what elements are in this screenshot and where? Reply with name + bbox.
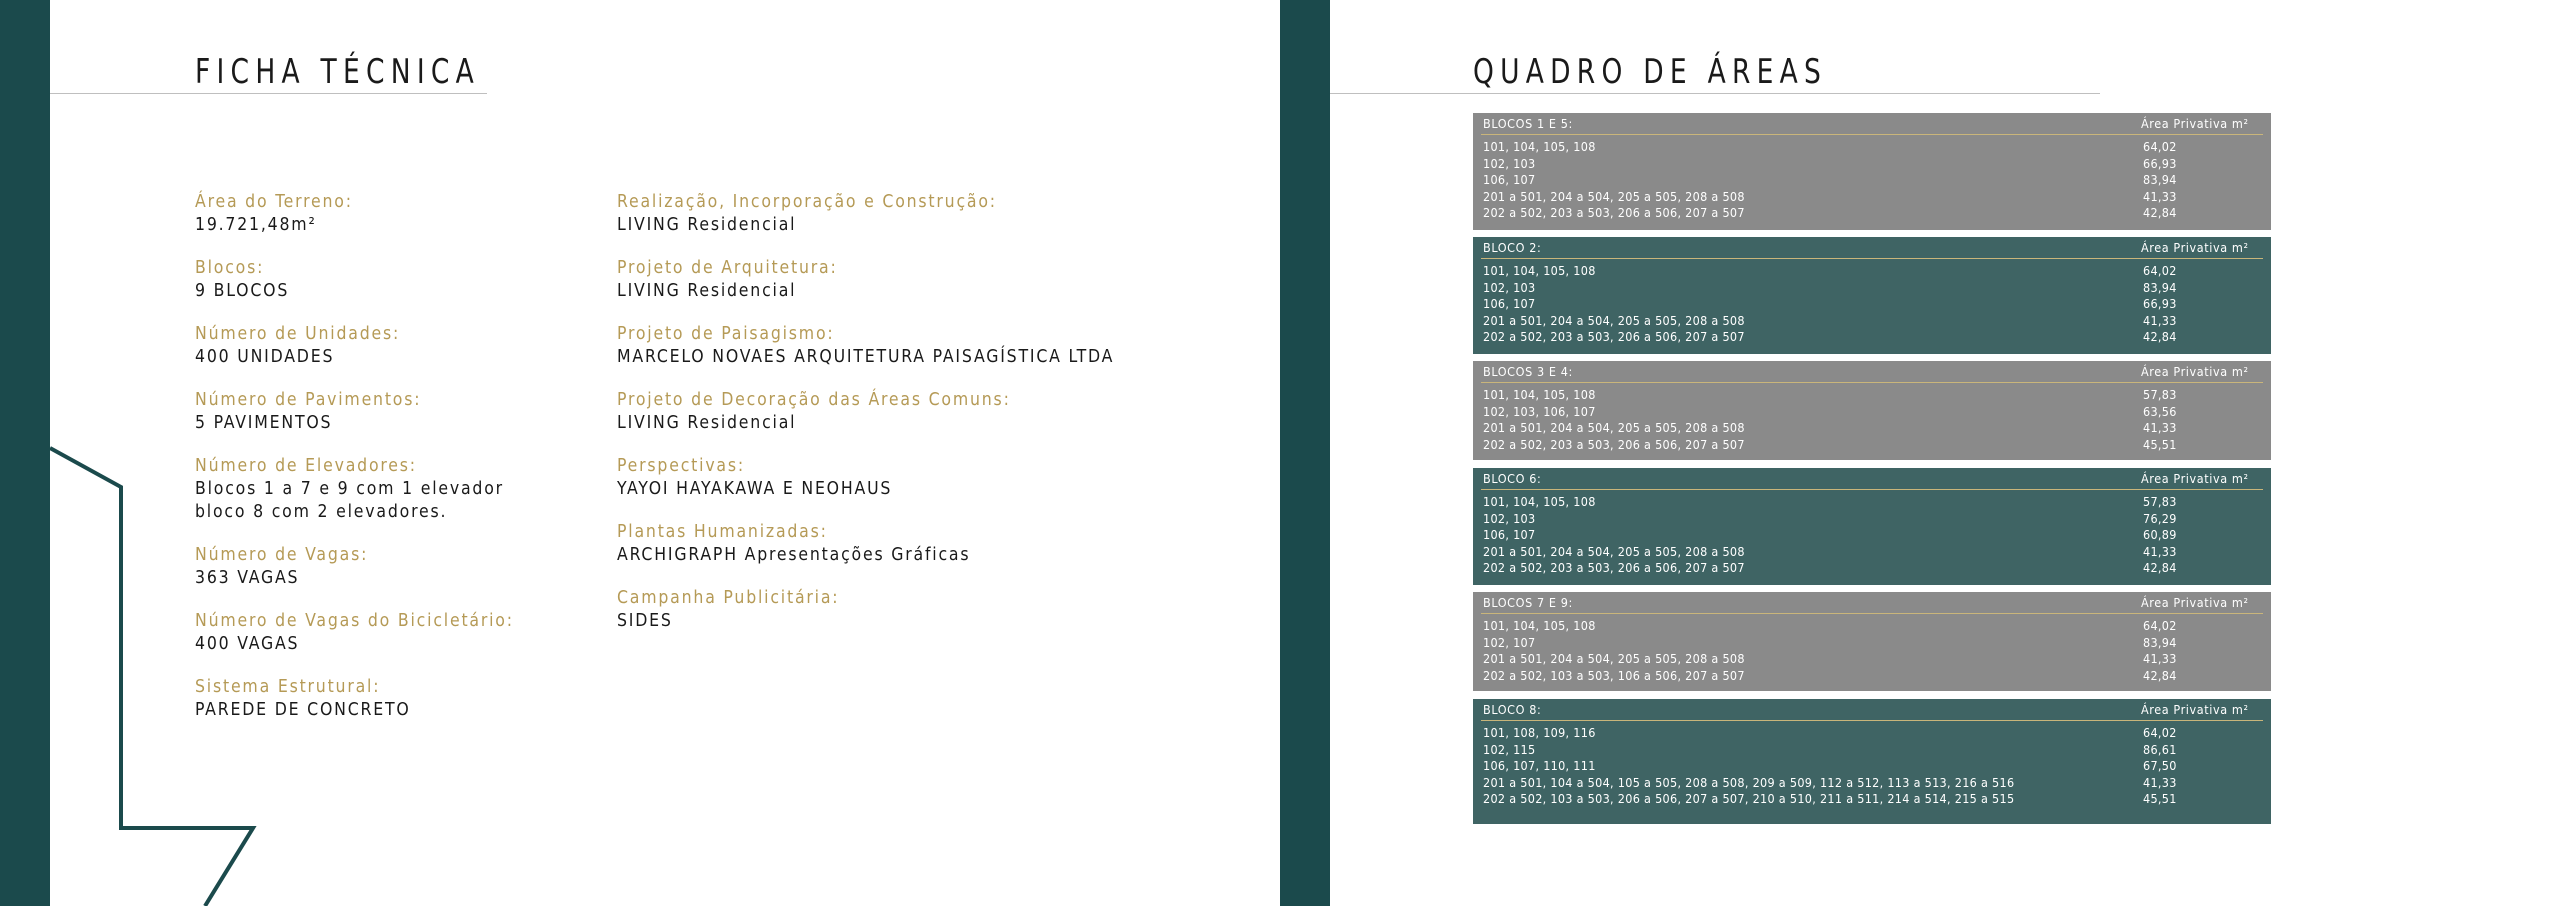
area-column-header: Área Privativa m² — [2141, 702, 2249, 717]
block-header — [1481, 592, 2263, 614]
unit-list: 202 a 502, 203 a 503, 206 a 506, 207 a 507 — [1483, 329, 1745, 345]
block-name: BLOCO 2: — [1483, 240, 1542, 255]
spec-item — [617, 587, 1257, 633]
spec-item — [195, 191, 595, 237]
spec-value: 363 VAGAS — [195, 568, 300, 588]
area-value: 45,51 — [2143, 436, 2177, 452]
table-row — [1483, 296, 2261, 313]
table-row — [1483, 560, 2261, 577]
area-value: 45,51 — [2143, 791, 2177, 807]
unit-list: 202 a 502, 103 a 503, 106 a 506, 207 a 507 — [1483, 667, 1745, 683]
area-value: 83,94 — [2143, 634, 2177, 650]
area-value: 83,94 — [2143, 279, 2177, 295]
spec-item — [195, 676, 595, 722]
table-row — [1483, 527, 2261, 544]
spec-label: Número de Vagas do Bicicletário: — [195, 611, 514, 631]
spec-value: LIVING Residencial — [617, 413, 797, 433]
area-value: 42,84 — [2143, 329, 2177, 345]
area-value: 57,83 — [2143, 387, 2177, 402]
table-row — [1483, 544, 2261, 561]
spec-label: Área do Terreno: — [195, 192, 353, 212]
area-value: 64,02 — [2143, 725, 2177, 740]
area-column-header: Área Privativa m² — [2141, 116, 2249, 131]
unit-list: 202 a 502, 203 a 503, 206 a 506, 207 a 507 — [1483, 436, 1745, 452]
area-value: 64,02 — [2143, 139, 2177, 154]
area-column-header: Área Privativa m² — [2141, 595, 2249, 610]
spec-value: 400 UNIDADES — [195, 347, 335, 367]
table-row — [1483, 172, 2261, 189]
table-row — [1483, 791, 2261, 808]
unit-list: 202 a 502, 203 a 503, 206 a 506, 207 a 507 — [1483, 205, 1745, 221]
table-row — [1483, 280, 2261, 297]
spec-label: Número de Vagas: — [195, 545, 369, 565]
table-row — [1483, 263, 2261, 280]
spec-label: Número de Elevadores: — [195, 456, 417, 476]
unit-list: 101, 104, 105, 108 — [1483, 494, 1596, 509]
area-value: 42,84 — [2143, 667, 2177, 683]
table-row — [1483, 511, 2261, 528]
unit-list: 201 a 501, 204 a 504, 205 a 505, 208 a 508 — [1483, 420, 1745, 436]
title-rule — [50, 93, 487, 94]
page-title: QUADRO DE ÁREAS — [1473, 52, 1828, 92]
spec-item — [617, 191, 1257, 237]
unit-list: 201 a 501, 104 a 504, 105 a 505, 208 a 508, 209 a 509, 112 a 512, 113 a 513, 216 a 516 — [1483, 774, 2015, 790]
block-header — [1481, 113, 2263, 135]
title-rule — [1330, 93, 2100, 94]
table-row — [1483, 651, 2261, 668]
table-row — [1483, 205, 2261, 222]
spec-item — [195, 455, 595, 524]
spec-label: Campanha Publicitária: — [617, 588, 840, 608]
area-value: 64,02 — [2143, 618, 2177, 633]
area-block — [1473, 468, 2271, 585]
unit-list: 102, 103 — [1483, 510, 1536, 526]
unit-list: 106, 107 — [1483, 527, 1536, 543]
spec-label: Sistema Estrutural: — [195, 677, 381, 697]
area-value: 64,02 — [2143, 263, 2177, 278]
table-row — [1483, 420, 2261, 437]
spec-item — [195, 544, 595, 590]
table-row — [1483, 387, 2261, 404]
area-value: 41,33 — [2143, 188, 2177, 204]
table-row — [1483, 494, 2261, 511]
spec-label: Projeto de Paisagismo: — [617, 324, 835, 344]
block-name: BLOCOS 1 E 5: — [1483, 116, 1573, 131]
area-value: 41,33 — [2143, 774, 2177, 790]
unit-list: 201 a 501, 204 a 504, 205 a 505, 208 a 508 — [1483, 543, 1745, 559]
table-row — [1483, 758, 2261, 775]
unit-list: 102, 107 — [1483, 634, 1536, 650]
unit-list: 101, 104, 105, 108 — [1483, 139, 1596, 154]
table-row — [1483, 437, 2261, 454]
unit-list: 102, 115 — [1483, 741, 1536, 757]
spec-label: Número de Pavimentos: — [195, 390, 422, 410]
unit-list: 106, 107 — [1483, 296, 1536, 312]
area-value: 60,89 — [2143, 527, 2177, 543]
area-value: 41,33 — [2143, 312, 2177, 328]
spec-value: SIDES — [617, 611, 673, 631]
spec-value: PAREDE DE CONCRETO — [195, 700, 411, 720]
table-row — [1483, 329, 2261, 346]
spec-label: Número de Unidades: — [195, 324, 401, 344]
area-block — [1473, 592, 2271, 691]
table-row — [1483, 139, 2261, 156]
spec-label: Perspectivas: — [617, 456, 745, 476]
table-row — [1483, 313, 2261, 330]
area-value: 41,33 — [2143, 651, 2177, 667]
spec-item — [617, 257, 1257, 303]
area-value: 66,93 — [2143, 296, 2177, 312]
spec-item — [195, 610, 595, 656]
unit-list: 102, 103 — [1483, 279, 1536, 295]
spec-item — [617, 455, 1257, 501]
area-column-header: Área Privativa m² — [2141, 471, 2249, 486]
block-header — [1481, 699, 2263, 721]
unit-list: 106, 107 — [1483, 172, 1536, 188]
table-row — [1483, 775, 2261, 792]
area-column-header: Área Privativa m² — [2141, 364, 2249, 379]
block-name: BLOCOS 7 E 9: — [1483, 595, 1573, 610]
area-block — [1473, 361, 2271, 460]
unit-list: 202 a 502, 203 a 503, 206 a 506, 207 a 507 — [1483, 560, 1745, 576]
table-row — [1483, 635, 2261, 652]
unit-list: 102, 103, 106, 107 — [1483, 403, 1596, 419]
unit-list: 101, 108, 109, 116 — [1483, 725, 1596, 740]
table-row — [1483, 189, 2261, 206]
spec-value: LIVING Residencial — [617, 215, 797, 235]
table-row — [1483, 156, 2261, 173]
spec-value: MARCELO NOVAES ARQUITETURA PAISAGÍSTICA LTDA — [617, 347, 1115, 367]
spec-value: 19.721,48m² — [195, 215, 317, 235]
spec-column-1 — [195, 191, 595, 742]
area-value: 63,56 — [2143, 403, 2177, 419]
block-header — [1481, 361, 2263, 383]
block-name: BLOCOS 3 E 4: — [1483, 364, 1573, 379]
spec-column-2 — [617, 191, 1257, 653]
area-block — [1473, 699, 2271, 824]
area-value: 41,33 — [2143, 543, 2177, 559]
table-row — [1483, 618, 2261, 635]
area-value: 67,50 — [2143, 758, 2177, 774]
right-page — [1280, 0, 2560, 906]
table-row — [1483, 725, 2261, 742]
area-value: 86,61 — [2143, 741, 2177, 757]
table-row — [1483, 404, 2261, 421]
block-name: BLOCO 6: — [1483, 471, 1542, 486]
area-value: 42,84 — [2143, 205, 2177, 221]
area-value: 76,29 — [2143, 510, 2177, 526]
block-name: BLOCO 8: — [1483, 702, 1542, 717]
unit-list: 106, 107, 110, 111 — [1483, 758, 1596, 774]
spec-item — [195, 257, 595, 303]
spec-label: Projeto de Arquitetura: — [617, 258, 838, 278]
area-value: 83,94 — [2143, 172, 2177, 188]
spec-label: Realização, Incorporação e Construção: — [617, 192, 997, 212]
table-row — [1483, 668, 2261, 685]
spec-value: ARCHIGRAPH Apresentações Gráficas — [617, 545, 971, 565]
spec-value: 9 BLOCOS — [195, 281, 290, 301]
page-title: FICHA TÉCNICA — [195, 52, 481, 92]
area-value: 42,84 — [2143, 560, 2177, 576]
spec-item — [195, 389, 595, 435]
spec-label: Plantas Humanizadas: — [617, 522, 828, 542]
block-header — [1481, 237, 2263, 259]
area-value: 57,83 — [2143, 494, 2177, 509]
unit-list: 101, 104, 105, 108 — [1483, 618, 1596, 633]
area-block — [1473, 237, 2271, 354]
unit-list: 101, 104, 105, 108 — [1483, 263, 1596, 278]
block-header — [1481, 468, 2263, 490]
side-band — [1280, 0, 1330, 906]
spec-value: YAYOI HAYAKAWA E NEOHAUS — [617, 479, 893, 499]
spec-value: LIVING Residencial — [617, 281, 797, 301]
table-row — [1483, 742, 2261, 759]
area-block — [1473, 113, 2271, 230]
unit-list: 201 a 501, 204 a 504, 205 a 505, 208 a 508 — [1483, 188, 1745, 204]
unit-list: 202 a 502, 103 a 503, 206 a 506, 207 a 507, 210 a 510, 211 a 511, 214 a 514, 215 a 515 — [1483, 791, 2015, 807]
area-column-header: Área Privativa m² — [2141, 240, 2249, 255]
unit-list: 201 a 501, 204 a 504, 205 a 505, 208 a 508 — [1483, 651, 1745, 667]
spec-value: 400 VAGAS — [195, 634, 300, 654]
spec-label: Projeto de Decoração das Áreas Comuns: — [617, 390, 1011, 410]
area-value: 66,93 — [2143, 155, 2177, 171]
spec-value: Blocos 1 a 7 e 9 com 1 elevador bloco 8 com 2 elevadores. — [195, 479, 504, 522]
spec-item — [617, 389, 1257, 435]
spec-item — [617, 323, 1257, 369]
spec-item — [195, 323, 595, 369]
unit-list: 102, 103 — [1483, 155, 1536, 171]
area-value: 41,33 — [2143, 420, 2177, 436]
spec-item — [617, 521, 1257, 567]
spec-value: 5 PAVIMENTOS — [195, 413, 333, 433]
unit-list: 101, 104, 105, 108 — [1483, 387, 1596, 402]
unit-list: 201 a 501, 204 a 504, 205 a 505, 208 a 508 — [1483, 312, 1745, 328]
spec-label: Blocos: — [195, 258, 265, 278]
